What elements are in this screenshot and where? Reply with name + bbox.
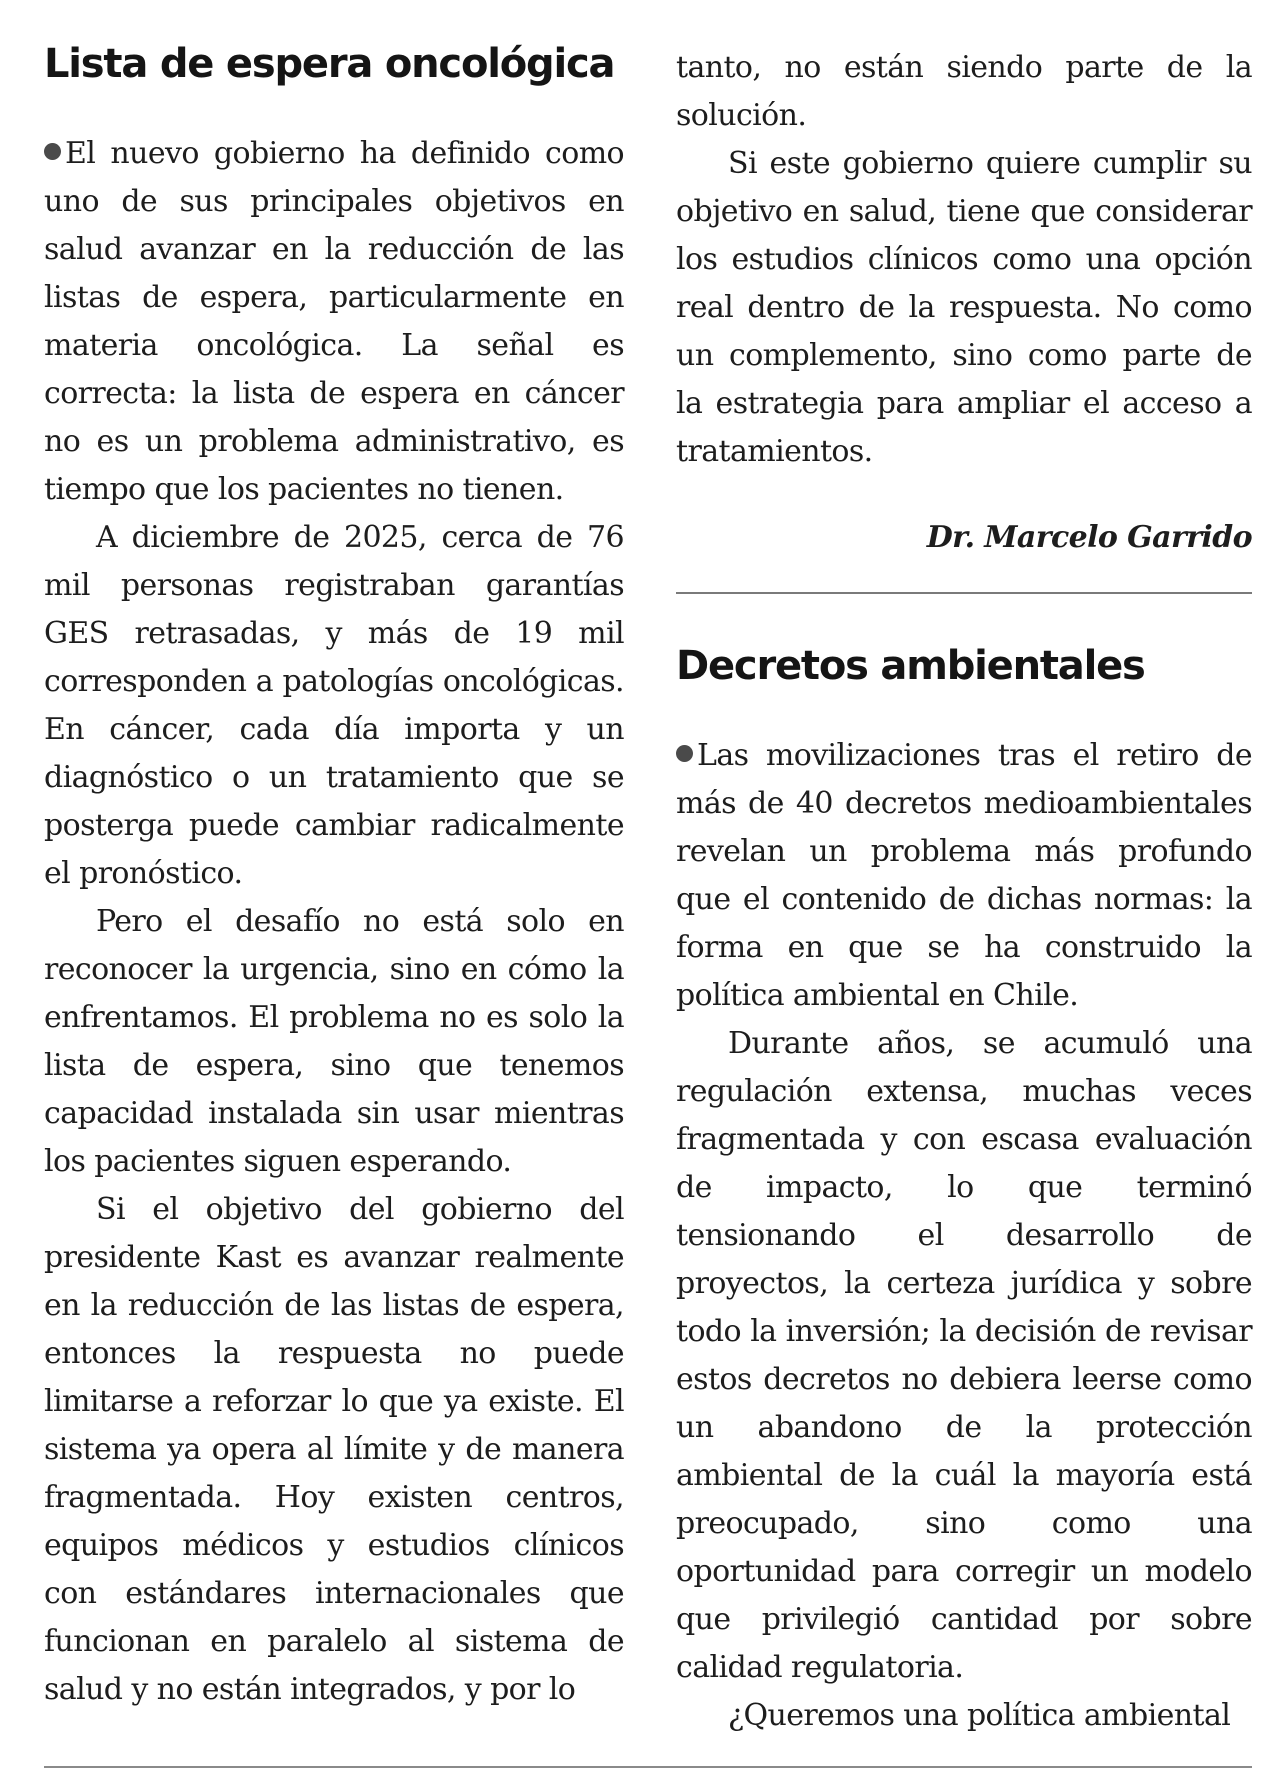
left-column — [44, 0, 624, 1714]
article-1-author: Dr. Marcelo Garrido — [926, 520, 1252, 555]
article-2-title: Decretos ambientales — [676, 643, 1145, 689]
bottom-divider — [44, 1766, 1252, 1768]
article-2-paragraph-1 — [676, 732, 1252, 1020]
article-divider — [676, 592, 1252, 594]
article-1-paragraph-4-continued: tanto, no están siendo parte de la solución. — [676, 50, 1252, 133]
article-1-paragraph-1 — [44, 130, 624, 514]
article-1-paragraph-1-text: El nuevo gobierno ha definido como uno de sus principales objetivos en salud avanzar en la reducción de las listas de espera, particularmente en materia oncológica. La señal es correcta: la lista de espera en cáncer no es un problema administrativo, es tiempo que los pacientes no tienen. — [44, 136, 624, 507]
bullet-icon — [44, 143, 61, 160]
article-1-paragraph-3: Pero el desafío no está solo en reconocer la urgencia, sino en cómo la enfrentamos. El problema no es solo la lista de espera, sino que tenemos capacidad instalada sin usar mientras los pacientes siguen esperando. — [44, 904, 624, 1179]
article-1-paragraph-2: A diciembre de 2025, cerca de 76 mil personas registraban garantías GES retrasadas, y más de 19 mil corresponden a patologías oncológicas. En cáncer, cada día importa y un diagnóstico o un tratamiento que se posterga puede cambiar radicalmente el pronóstico. — [44, 520, 624, 891]
right-column-flow — [676, 44, 1252, 1740]
article-2-paragraph-3: ¿Queremos una política ambiental — [728, 1698, 1231, 1733]
article-1-paragraph-5: Si este gobierno quiere cumplir su objetivo en salud, tiene que considerar los estudios clínicos como una opción real dentro de la respuesta. No como un complemento, sino como parte de la estrategia para ampliar el acceso a tratamientos. — [676, 146, 1252, 469]
article-2-paragraph-1-text: Las movilizaciones tras el retiro de más de 40 decretos medioambientales revelan un problema más profundo que el contenido de dichas normas: la forma en que se ha construido la política ambiental en Chile. — [676, 738, 1252, 1013]
article-2-paragraph-2: Durante años, se acumuló una regulación extensa, muchas veces fragmentada y con escasa evaluación de impacto, lo que terminó tensionando el desarrollo de proyectos, la certeza jurídica y sobre todo la inversión; la decisión de revisar estos decretos no debiera leerse como un abandono de la protección ambiental de la cuál la mayoría está preocupado, sino como una oportunidad para corregir un modelo que privilegió cantidad por sobre calidad regulatoria. — [676, 1026, 1252, 1685]
right-column — [676, 0, 1252, 1740]
article-1-paragraph-4: Si el objetivo del gobierno del presidente Kast es avanzar realmente en la reducción de las listas de espera, entonces la respuesta no puede limitarse a reforzar lo que ya existe. El sistema ya opera al límite y de manera fragmentada. Hoy existen centros, equipos médicos y estudios clínicos con estándares internacionales que funcionan en paralelo al sistema de salud y no están integrados, y por lo — [44, 1192, 624, 1707]
bullet-icon — [676, 745, 693, 762]
article-1-title: Lista de espera oncológica — [44, 41, 615, 87]
